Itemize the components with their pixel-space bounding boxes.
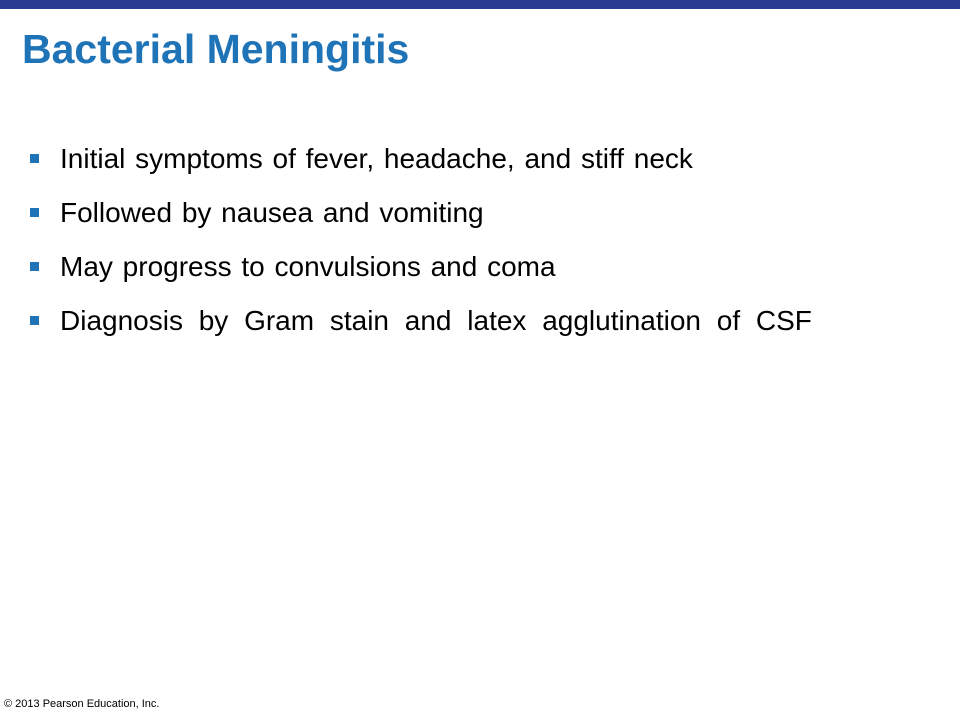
slide-title: Bacterial Meningitis xyxy=(22,26,410,72)
square-bullet-icon xyxy=(30,316,39,325)
bullet-item xyxy=(24,140,904,178)
bullet-list xyxy=(24,140,904,356)
bullet-text: Followed by nausea and vomiting xyxy=(60,197,484,228)
bullet-text: Initial symptoms of fever, headache, and stiff neck xyxy=(60,143,693,174)
copyright-footer: © 2013 Pearson Education, Inc. xyxy=(4,698,160,710)
square-bullet-icon xyxy=(30,154,39,163)
bullet-item xyxy=(24,248,904,286)
square-bullet-icon xyxy=(30,208,39,217)
bullet-item xyxy=(24,302,904,340)
square-bullet-icon xyxy=(30,262,39,271)
bullet-text: Diagnosis by Gram stain and latex agglutination of CSF xyxy=(60,305,812,336)
bullet-text: May progress to convulsions and coma xyxy=(60,251,556,282)
bullet-item xyxy=(24,194,904,232)
top-accent-bar xyxy=(0,0,960,9)
